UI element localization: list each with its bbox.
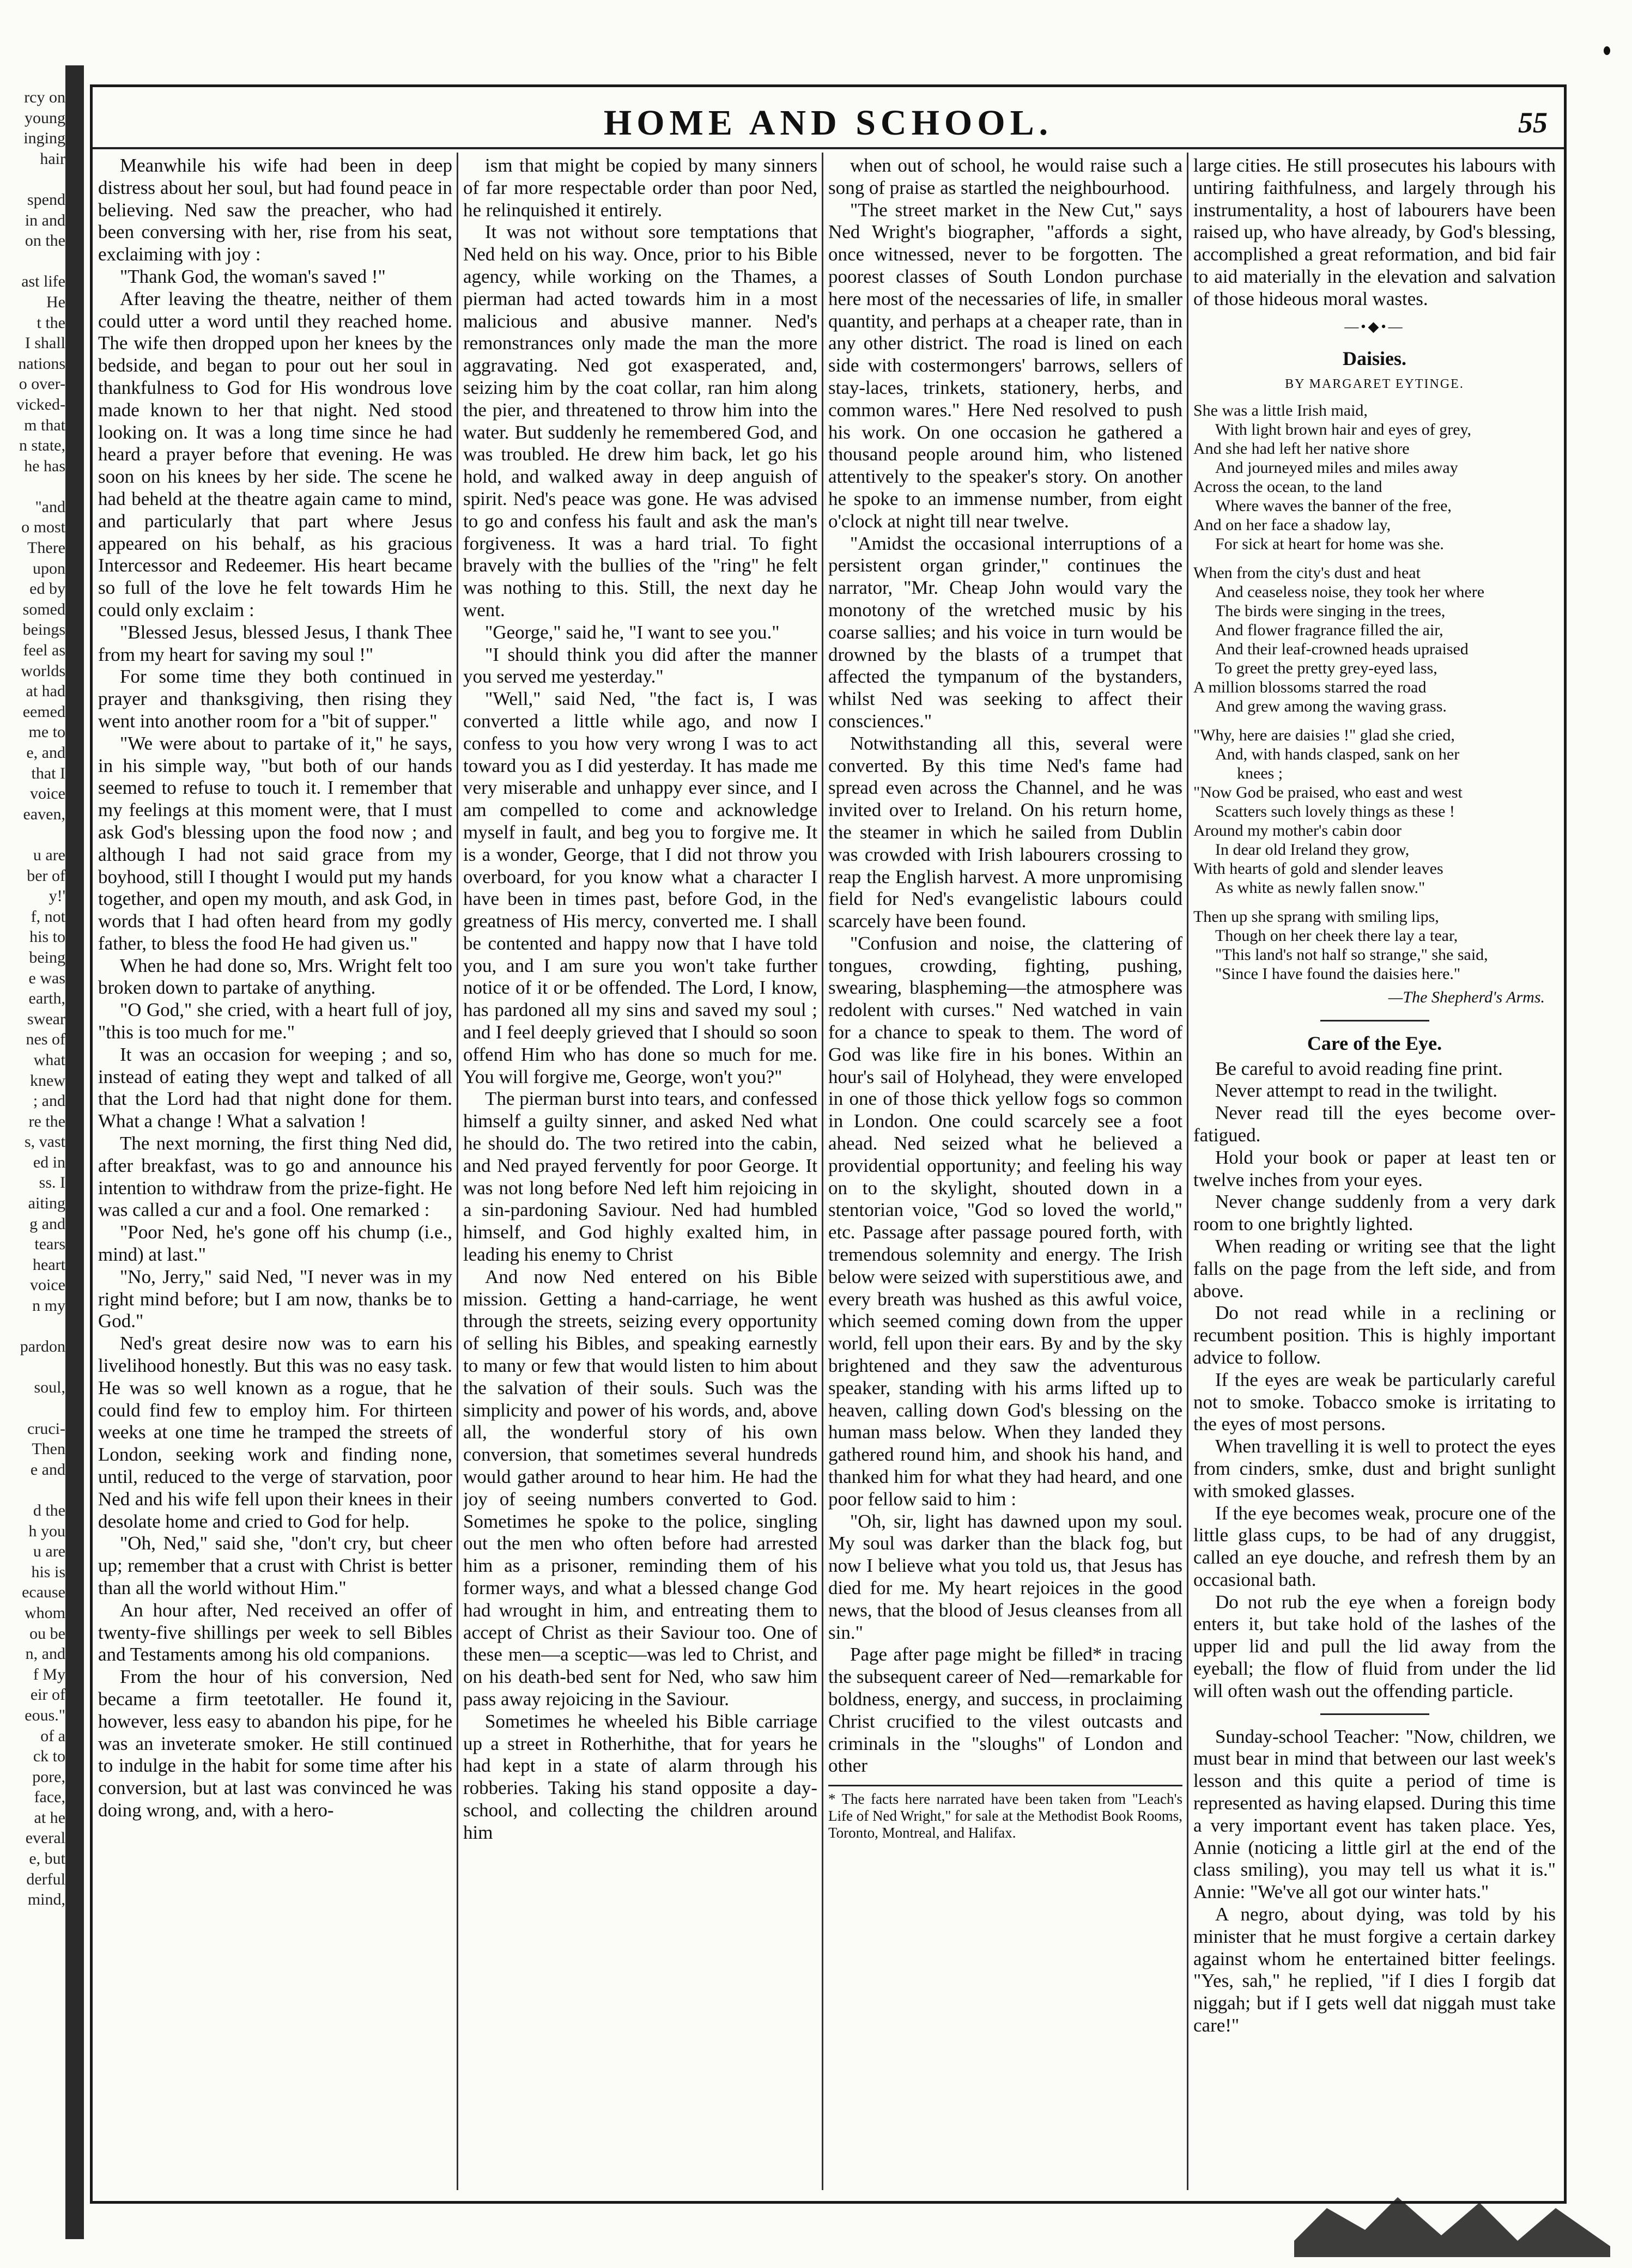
fragment-line: mind,: [27, 1890, 65, 1909]
column-3: [828, 155, 1182, 2187]
poem-line: Scatters such lovely things as these !: [1215, 802, 1455, 820]
poem-line: Across the ocean, to the land: [1193, 477, 1382, 496]
fragment-line: inging: [23, 129, 65, 148]
poem-line: She was a little Irish maid,: [1193, 401, 1368, 419]
fragment-line: [0, 824, 65, 845]
fragment-line: eaven,: [23, 805, 65, 823]
poem-line: And flower fragrance filled the air,: [1215, 621, 1443, 639]
paragraph: "I should think you did after the manner you served me yesterday.": [463, 643, 817, 688]
fragment-line: voice: [30, 785, 65, 803]
poem-line: "This land's not half so strange," she said,: [1215, 945, 1488, 964]
paragraph: Sometimes he wheeled his Bible carriage up a street in Rotherhithe, that for years he had kept in a state of alarm through his robberies. Taking his stand opposite a day-school, and collecting the children around him: [463, 1710, 817, 1843]
divider: [1320, 1020, 1429, 1021]
poem-body: [1193, 401, 1556, 983]
fragment-line: of a: [40, 1726, 65, 1745]
poem-line: With light brown hair and eyes of grey,: [1215, 420, 1472, 439]
fragment-line: re the: [28, 1112, 65, 1130]
fragment-line: u are: [33, 846, 65, 864]
fragment-line: n state,: [19, 436, 65, 455]
fragment-line: There: [27, 539, 65, 557]
poem-title: Daisies.: [1343, 348, 1406, 370]
fragment-line: ck to: [33, 1747, 65, 1766]
eye-tip: Never attempt to read in the twilight.: [1215, 1080, 1498, 1102]
fragment-line: e and: [30, 1460, 65, 1479]
paragraph: "George," said he, "I want to see you.": [485, 621, 780, 643]
eye-tip: Be careful to avoid reading fine print.: [1215, 1057, 1503, 1079]
fragment-line: his is: [31, 1562, 65, 1581]
fragment-line: soul,: [34, 1378, 65, 1397]
eye-tip: Never read till the eyes become over-fatigued.: [1193, 1102, 1556, 1146]
fragment-line: spend: [27, 190, 65, 209]
fragment-line: n, and: [25, 1645, 65, 1663]
paragraph: "Thank God, the woman's saved !": [120, 265, 386, 287]
poem-line: And their leaf-crowned heads upraised: [1215, 640, 1469, 658]
poem-credit: —The Shepherd's Arms.: [1388, 988, 1545, 1006]
fragment-line: at he: [34, 1808, 65, 1827]
page-number: 55: [1518, 106, 1548, 139]
fragment-line: vicked-: [16, 395, 65, 414]
paragraph: For some time they both continued in prayer and thanksgiving, then rising they went into another room for a "bit of supper.": [98, 666, 452, 732]
previous-page-fragment: [0, 87, 65, 2239]
fragment-line: I shall: [25, 334, 65, 352]
poem-line: And she had left her native shore: [1193, 439, 1410, 458]
fragment-line: voice: [30, 1276, 65, 1294]
poem-line: [1193, 716, 1556, 726]
fragment-line: at had: [26, 682, 65, 701]
poem-line: And grew among the waving grass.: [1215, 697, 1447, 715]
paragraph: It was an occasion for weeping ; and so, instead of eating they wept and talked of all that the Lord had that night done for them. What a change ! What a salvation !: [98, 1043, 452, 1132]
fragment-line: that I: [31, 764, 65, 782]
section-ornament: —•◆•—: [1344, 318, 1405, 335]
poem-line: A million blossoms starred the road: [1193, 678, 1427, 696]
fragment-line: e, but: [29, 1850, 65, 1868]
paragraph: Notwithstanding all this, several were converted. By this time Ned's fame had spread even across the Channel, and he was invited over to Ireland. On his return home, the steamer in which he sailed from Dublin was crowded with Irish labourers crossing to reap the English harvest. A more unpromising field for Ned's evangelistic labours could scarcely have been found.: [828, 732, 1182, 932]
fragment-line: he has: [24, 457, 65, 475]
fragment-line: young: [25, 108, 65, 127]
fragment-line: Then: [32, 1440, 65, 1458]
fragment-line: ; and: [33, 1092, 65, 1110]
fragment-line: y!': [48, 887, 65, 905]
column-1: [98, 155, 452, 2187]
paragraph: It was not without sore temptations that Ned held on his way. Once, prior to his Bible agency, while working on the Thames, a pierman had acted towards him in a most malicious and abusive manner. Ned's remonstrances only made the man the more aggravating. Ned got exasperated, and, seizing him by the coat collar, ran him along the pier, and threatened to throw him into the water. But suddenly he remembered God, and was troubled. He drew him back, let go his hold, and walked away in deep anguish of spirit. Ned's peace was gone. He was advised to go and confess his fault and ask the man's forgiveness. It was a hard trial. To fight bravely with the bullies of the "ring" he felt was nothing to this. Still, the next day he went.: [463, 221, 817, 621]
eye-tip: When reading or writing see that the light falls on the page from the left side, and from above.: [1193, 1235, 1556, 1302]
fragment-line: eous.": [25, 1706, 65, 1724]
poem-byline: BY MARGARET EYTINGE.: [1285, 377, 1464, 392]
poem-line: Where waves the banner of the free,: [1215, 496, 1452, 515]
fragment-line: being: [29, 948, 65, 966]
paragraph: "Oh, sir, light has dawned upon my soul. My soul was darker than the black fog, but now I believe what you told us, that Jesus has died for me. My heart rejoices in the good news, that the blood of Jesus cleanses from all sin.": [828, 1510, 1182, 1643]
fragment-line: s, vast: [25, 1133, 65, 1151]
paragraph: Meanwhile his wife had been in deep distress about her soul, but had found peace in believing. Ned saw the preacher, who had been conversing with her, rise from his seat, exclaiming with joy :: [98, 155, 452, 265]
fragment-line: [0, 1480, 65, 1500]
fragment-line: pore,: [32, 1767, 65, 1786]
fragment-line: what: [33, 1050, 65, 1069]
column-rule: [457, 153, 458, 2190]
poem-line: In dear old Ireland they grow,: [1215, 840, 1410, 859]
binding-edge: [65, 65, 84, 2239]
fragment-line: ecause: [22, 1583, 65, 1602]
paragraph: "Blessed Jesus, blessed Jesus, I thank Thee from my heart for saving my soul !": [98, 621, 452, 665]
eye-article-title: Care of the Eye.: [1307, 1032, 1442, 1054]
fragment-line: face,: [34, 1788, 65, 1807]
poem-line: Though on her cheek there lay a tear,: [1215, 926, 1458, 945]
fragment-line: ed by: [29, 580, 65, 598]
fragment-line: h you: [28, 1522, 65, 1540]
paragraph: When he had done so, Mrs. Wright felt too broken down to partake of anything.: [98, 954, 452, 999]
poem-line: The birds were singing in the trees,: [1215, 601, 1446, 620]
paragraph: An hour after, Ned received an offer of twenty-five shillings per week to sell Bibles and Testaments among his old companions.: [98, 1599, 452, 1665]
eye-tip: Do not rub the eye when a foreign body enters it, but take hold of the lashes of the upper lid and pull the lid away from the eyeball; the flow of fluid from under the lid will often wash out the offending particle.: [1193, 1591, 1556, 1701]
fragment-line: m that: [24, 416, 65, 434]
poem-line: When from the city's dust and heat: [1193, 563, 1421, 582]
eye-tip: If the eyes are weak be particularly careful not to smoke. Tobacco smoke is irritating to the eyes of most persons.: [1193, 1369, 1556, 1435]
paragraph: Page after page might be filled* in tracing the subsequent career of Ned—remarkable for boldness, energy, and success, in proclaiming Christ crucified to the vilest outcasts and criminals in the "sloughs" of London and other: [828, 1644, 1182, 1777]
poem-line: And on her face a shadow lay,: [1193, 515, 1391, 534]
paragraph: "We were about to partake of it," he says, in his simple way, "but both of our hands seemed to refuse to touch it. I remember that my feelings at this moment were, that I must ask God's blessing upon the food now ; and although I had not said grace from my boyhood, still I thought I would put my hands together, and open my mouth, and ask God, in words that I had often heard from my godly father, to bless the food He had given us.": [98, 732, 452, 954]
fragment-line: everal: [25, 1829, 65, 1847]
fragment-line: tears: [34, 1235, 65, 1254]
poem-line: [1193, 897, 1556, 907]
fragment-line: o over-: [19, 375, 65, 393]
poem-line: "Now God be praised, who east and west: [1193, 783, 1463, 801]
eye-tip: Hold your book or paper at least ten or twelve inches from your eyes.: [1193, 1146, 1556, 1190]
newspaper-page: [90, 84, 1567, 2204]
fragment-line: f My: [33, 1665, 65, 1683]
footnote: * The facts here narrated have been taken from "Leach's Life of Ned Wright," for sale at the Methodist Book Rooms, Toronto, Montreal, and Halifax.: [828, 1785, 1182, 1841]
fragment-line: [0, 169, 65, 190]
fragment-line: rcy on: [24, 88, 65, 106]
paragraph: "O God," she cried, with a heart full of joy, "this is too much for me.": [98, 999, 452, 1043]
fragment-line: hair: [40, 149, 65, 168]
fragment-line: aiting: [28, 1194, 65, 1213]
fragment-line: somed: [22, 600, 65, 618]
paragraph: The next morning, the first thing Ned did, after breakfast, was to go and announce his intention to withdraw from the prize-fight. He was called a cur and a fool. One remarked :: [98, 1133, 452, 1221]
fragment-line: g and: [29, 1214, 65, 1233]
poem-line: And journeyed miles and miles away: [1215, 458, 1458, 477]
eye-tip: Do not read while in a reclining or recumbent position. This is highly important advice to follow.: [1193, 1302, 1556, 1368]
fragment-line: ed in: [33, 1153, 65, 1171]
divider: [1320, 1713, 1429, 1715]
sunday-school-anecdote: Sunday-school Teacher: "Now, children, we must bear in mind that between our last week's lesson and this quite a period of time is represented as having elapsed. During this time a very important event has taken place. Yes, Annie (noticing a little girl at the end of the class smiling), you may tell us what it is." Annie: "We've all got our winter hats.": [1193, 1725, 1556, 1903]
fragment-line: [0, 1357, 65, 1378]
fragment-line: cruci-: [27, 1419, 65, 1438]
fragment-line: ast life: [21, 272, 65, 291]
poem-line: To greet the pretty grey-eyed lass,: [1215, 659, 1437, 677]
column-rule: [1187, 153, 1188, 2190]
paragraph: And now Ned entered on his Bible mission. Getting a hand-carriage, he went through the streets, seizing every opportunity of selling his Bibles, and speaking earnestly to many or few that would listen to him about the salvation of their souls. Such was the simplicity and power of his words, and, above all, the wonderful story of his own conversion, that sometimes several hundreds would gather around to hear him. He had the joy of seeing numbers converted to God. Sometimes he spoke to the police, singling out the men who often before had arrested him as a prisoner, reminding them of his former ways, and what a blessed change God had wrought in him, and entreating them to accept of Christ as their Saviour too. One of these men—a sceptic—was led to Christ, and on his death-bed sent for Ned, who saw him pass away rejoicing in the Saviour.: [463, 1266, 817, 1710]
fragment-line: e, and: [26, 744, 65, 762]
fragment-line: o most: [21, 518, 65, 537]
fragment-line: swear: [27, 1010, 65, 1028]
fragment-line: on the: [25, 232, 65, 250]
fragment-line: derful: [26, 1870, 65, 1888]
fragment-line: u are: [33, 1542, 65, 1561]
fragment-line: upon: [33, 559, 65, 577]
eye-tip: Never change suddenly from a very dark room to one brightly lighted.: [1193, 1191, 1556, 1235]
poem-line: As white as newly fallen snow.": [1215, 878, 1425, 897]
paragraph: The pierman burst into tears, and confessed himself a guilty sinner, and asked Ned what he should do. The two retired into the cabin, and Ned prayed fervently for poor George. It was not long before Ned left him rejoicing in a sin-pardoning Saviour. Ned had humbled himself, and God highly exalted him, in leading his enemy to Christ: [463, 1088, 817, 1266]
fragment-line: [0, 1398, 65, 1419]
fragment-line: whom: [25, 1603, 65, 1622]
paragraph: "Confusion and noise, the clattering of tongues, crowding, fighting, pushing, swearing, blaspheming—the atmosphere was redolent with curses." Ned watched in vain for a chance to speak to them. The word of God was like fire in his bones. Within an hour's sail of Holyhead, they were enveloped in one of those thick yellow fogs so common in London. One could scarcely see a foot ahead. Ned seized what he believed a providential opportunity; and feeling his way on to the skylight, shouted down in a stentorian voice, "God so loved the world," etc. Passage after passage poured forth, with tremendous solemnity and energy. The Irish below were seized with superstitious awe, and every breath was hushed as this awful voice, which seemed coming down from the upper world, fell upon their ears. By and by the sky brightened and they saw the adventurous speaker, standing with his arms lifted up to heaven, calling down God's blessing on the human mass below. When they landed they gathered round him, and shook his hand, and thanked him for what they had heard, and one poor fellow said to him :: [828, 932, 1182, 1510]
eye-tip: When travelling it is well to protect the eyes from cinders, smke, dust and bright sunlight with smoked glasses.: [1193, 1436, 1556, 1501]
poem-line: "Why, here are daisies !" glad she cried,: [1193, 726, 1455, 744]
article-conclusion: large cities. He still prosecutes his labours with untiring faithfulness, and largely through his instrumentality, a host of labourers have been raised up, who have already, by God's blessing, accomplished a great reformation, and bid fair to aid materially in the elevation and salvation of those hideous moral wastes.: [1193, 155, 1556, 309]
column-2: [463, 155, 817, 2187]
eye-tip: If the eye becomes weak, procure one of the little glass cups, to be had of any druggist, called an eye douche, and refresh them by an occasional bath.: [1193, 1502, 1556, 1590]
scanner-smudge: [1283, 2175, 1621, 2257]
column-rule: [822, 153, 823, 2190]
paragraph: After leaving the theatre, neither of them could utter a word until they reached home. The wife then dropped upon her knees by the bedside, and began to pour out her soul in thankfulness to God for His wondrous love made known to her that night. Ned stood looking on. It was a long time since he had heard a prayer before that evening. He was soon on his knees by her side. The scene he had beheld at the theatre again came to mind, and particularly that part where Jesus appeared on his behalf, as his gracious Intercessor and Redeemer. His heart became so full of the love he felt towards Him he could only exclaim :: [98, 288, 452, 621]
paragraph: "Amidst the occasional interruptions of a persistent organ grinder," continues the narrator, "Mr. Cheap John would vary the monotony of the wretched music by his coarse sallies; and his voice in turn would be drowned by the blasts of a trumpet that affected the tympanum of the bystanders, whilst Ned was seeking to affect their consciences.": [828, 532, 1182, 732]
fragment-line: me to: [28, 723, 65, 741]
negro-anecdote: A negro, about dying, was told by his minister that he must forgive a certain darkey against whom he entertained bitter feelings. "Yes, sah," he replied, "if I dies I forgib dat niggah; but if I gets well dat niggah must take care!": [1193, 1904, 1556, 2036]
paragraph: "The street market in the New Cut," says Ned Wright's biographer, "affords a sight, once witnessed, never to be forgotten. The poorest classes of South London purchase here most of the necessaries of life, in smaller quantity, and perhaps at a cheaper rate, than in any other district. The road is lined on each side with costermongers' barrows, sellers of stay-laces, trinkets, stationery, herbs, and common wares." Here Ned resolved to push his work. On one occasion he gathered a thousand people around him, who listened attentively to the speaker's story. On another he spoke to an immense number, from eight o'clock at night till near twelve.: [828, 199, 1182, 532]
fragment-line: "and: [35, 497, 65, 516]
fragment-line: f, not: [31, 907, 65, 926]
masthead: [93, 87, 1564, 149]
fragment-line: heart: [33, 1255, 65, 1274]
paragraph: when out of school, he would raise such a song of praise as startled the neighbourhood.: [828, 155, 1182, 198]
fragment-line: He: [46, 293, 65, 311]
poem-line: And, with hands clasped, sank on her: [1215, 745, 1460, 763]
fragment-line: e was: [28, 969, 65, 987]
poem-line: Around my mother's cabin door: [1193, 821, 1402, 840]
paragraph: From the hour of his conversion, Ned became a firm teetotaller. He found it, however, less easy to abandon his pipe, for he was an inveterate smoker. He still continued to indulge in the habit for some time after his conversion, but at last was convinced he was doing wrong, and, with a hero-: [98, 1666, 452, 1821]
poem-line: With hearts of gold and slender leaves: [1193, 859, 1443, 878]
poem-line: "Since I have found the daisies here.": [1215, 964, 1461, 983]
ink-dot: [1604, 46, 1610, 55]
fragment-line: knew: [30, 1071, 65, 1090]
fragment-line: n my: [32, 1297, 65, 1315]
poem-line: Then up she sprang with smiling lips,: [1193, 907, 1439, 926]
paragraph: ism that might be copied by many sinners of far more respectable order than poor Ned, he relinquished it entirely.: [463, 155, 817, 221]
fragment-line: worlds: [21, 661, 65, 680]
paragraph: "Oh, Ned," said she, "don't cry, but cheer up; remember that a crust with Christ is better than all the world without Him.": [98, 1533, 452, 1598]
fragment-line: ber of: [27, 866, 65, 885]
fragment-line: d the: [33, 1501, 65, 1519]
fragment-line: nations: [18, 354, 65, 373]
fragment-line: nes of: [26, 1030, 65, 1049]
fragment-line: in and: [25, 211, 65, 229]
fragment-line: t the: [37, 313, 65, 332]
paragraph: "Well," said Ned, "the fact is, I was converted a little while ago, and now I confess to you how very wrong I was to act toward you as I did yesterday. It has made me very miserable and unhappy ever since, and I am compelled to come and acknowledge myself in fault, and beg you to forgive me. It is a wonder, George, that I did not throw you overboard, for you know what a character I have been in times past, before God, in the greatness of His mercy, converted me. I shall be contented and happy now that I have told you, and I am sure you won't take further notice of it or be offended. The Lord, I know, has pardoned all my sins and saved my soul ; and I feel deeply grieved that I should so soon offend Him who has done so much for me. You will forgive me, George, won't you?": [463, 688, 817, 1087]
fragment-line: [0, 476, 65, 497]
poem-line: knees ;: [1237, 764, 1283, 782]
fragment-line: beings: [22, 621, 65, 639]
paragraph: "No, Jerry," said Ned, "I never was in my right mind before; but I am now, thanks be to God.": [98, 1266, 452, 1332]
poem-line: [1193, 554, 1556, 563]
fragment-line: eemed: [22, 702, 65, 721]
fragment-line: ou be: [29, 1624, 65, 1643]
poem-line: And ceaseless noise, they took her where: [1215, 582, 1485, 601]
column-4: [1193, 155, 1556, 2187]
masthead-title: HOME AND SCHOOL.: [603, 103, 1053, 143]
fragment-line: feel as: [23, 641, 65, 660]
fragment-line: [0, 1316, 65, 1337]
fragment-line: eir of: [30, 1686, 65, 1704]
fragment-line: his to: [29, 928, 65, 946]
fragment-line: pardon: [20, 1337, 65, 1356]
fragment-line: ss. I: [39, 1173, 65, 1192]
paragraph: "Poor Ned, he's gone off his chump (i.e., mind) at last.": [98, 1221, 452, 1266]
poem-line: For sick at heart for home was she.: [1215, 534, 1444, 553]
fragment-line: [0, 251, 65, 272]
fragment-line: earth,: [28, 989, 65, 1008]
paragraph: Ned's great desire now was to earn his livelihood honestly. But this was no easy task. He was so well known as a rogue, that he could find few to employ him. For thirteen weeks at one time he tramped the streets of London, seeking work and finding none, until, reduced to the verge of starvation, poor Ned and his wife fell upon their knees in their desolate home and cried to God for help.: [98, 1333, 452, 1532]
